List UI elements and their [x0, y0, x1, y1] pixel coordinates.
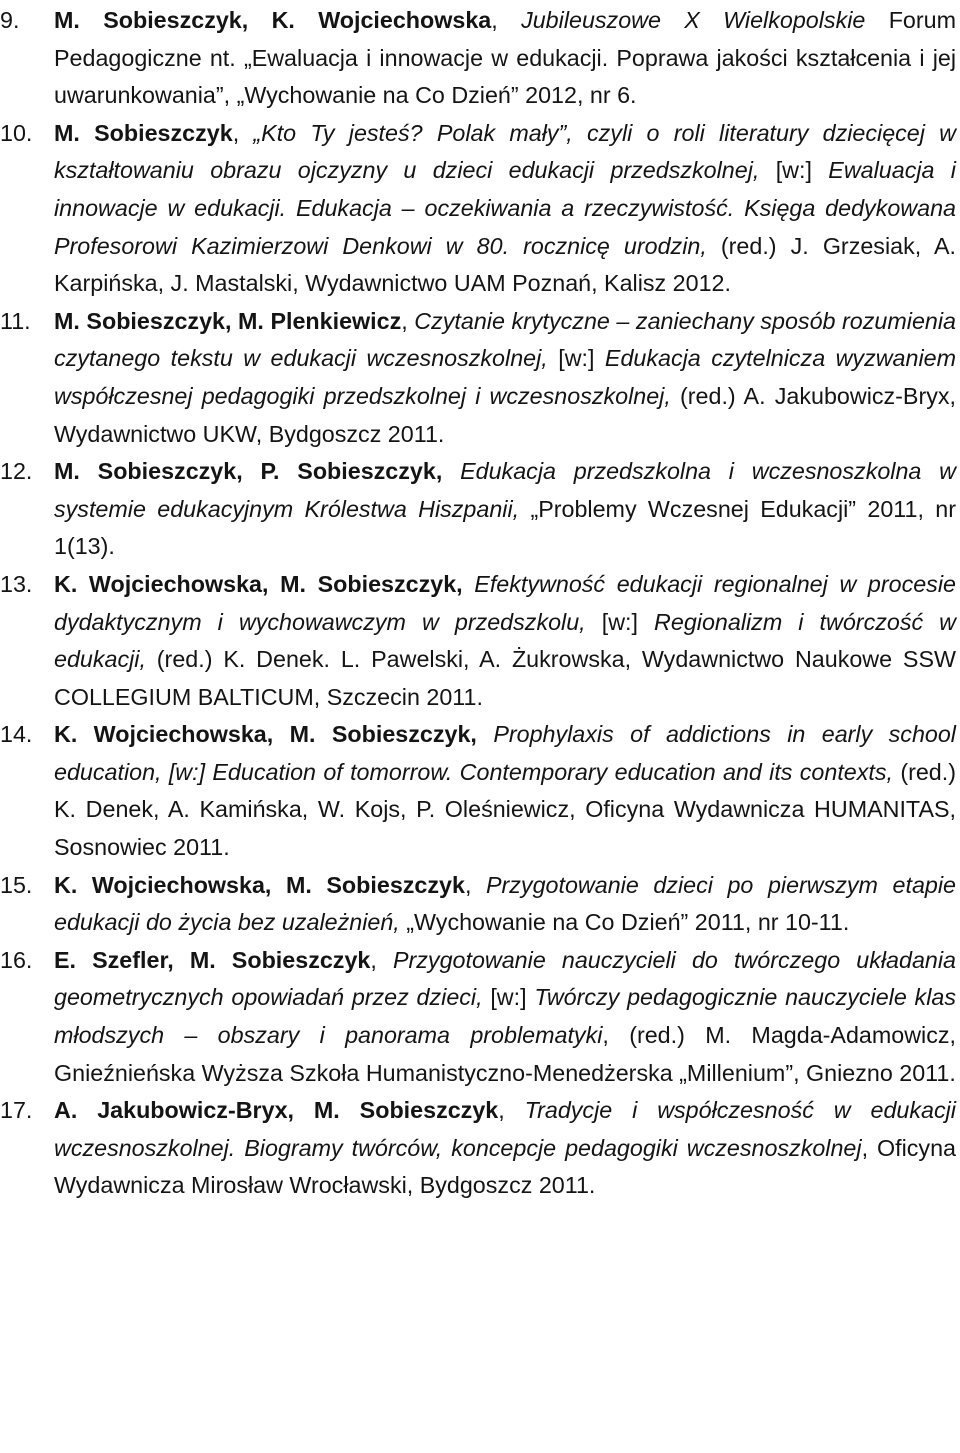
reference-number: 13.: [0, 570, 33, 597]
reference-number: 16.: [0, 946, 33, 973]
reference-title: Ewaluacja i innowacje w edukacji.: [54, 157, 956, 221]
reference-text: ,: [498, 1097, 525, 1124]
reference-title: Tradycje i współczesność w edukacji wczesnoszkolnej. Biogramy twórców, koncepcje pedagogiki wczesnoszkolnej: [54, 1097, 956, 1161]
reference-authors: K. Wojciechowska, M. Sobieszczyk,: [54, 721, 477, 748]
reference-text: „Problemy Wczesnej Edukacji” 2011, nr 1(13).: [54, 495, 956, 560]
reference-text: (red.) J. Grzesiak, A. Karpińska, J. Mastalski, Wydawnictwo UAM Poznań, Kalisz 2012.: [54, 232, 956, 297]
reference-text: [w:]: [759, 157, 829, 184]
reference-text: ,: [464, 871, 486, 898]
reference-title: Prophylaxis of addictions in early school education, [w:] Education of tomorrow. Contemporary education and its contexts,: [54, 721, 956, 785]
reference-title: Edukacja przedszkolna i wczesnoszkolna w systemie edukacyjnym Królestwa Hiszpanii,: [54, 458, 956, 522]
reference-entry: [0, 2, 956, 115]
reference-entry: [0, 716, 956, 866]
reference-entry: [0, 453, 956, 566]
reference-text: ,: [232, 119, 254, 146]
reference-text: [w:]: [585, 608, 655, 635]
reference-number: 9.: [0, 7, 20, 33]
reference-authors: M. Sobieszczyk, K. Wojciechowska: [54, 7, 492, 33]
reference-authors: E. Szefler, M. Sobieszczyk: [54, 946, 371, 973]
reference-text: , Oficyna Wydawnicza Mirosław Wrocławski, Bydgoszcz 2011.: [54, 1134, 956, 1199]
reference-authors: K. Wojciechowska, M. Sobieszczyk: [54, 871, 465, 898]
reference-text: Forum Pedagogiczne nt. „Ewaluacja i innowacje w edukacji. Poprawa jakości kształcenia i jej uwarunkowania”, „Wychowanie na Co Dzień” 2012, nr 6.: [54, 7, 956, 109]
reference-number: 10.: [0, 119, 33, 146]
reference-authors: M. Sobieszczyk: [54, 119, 233, 146]
reference-text: ,: [491, 7, 522, 33]
reference-entry: [0, 1092, 956, 1205]
reference-title: Przygotowanie nauczycieli do twórczego układania geometrycznych opowiadań przez dzieci,: [54, 946, 956, 1011]
reference-text: (red.) K. Denek. L. Pawelski, A. Żukrowska, Wydawnictwo Naukowe SSW COLLEGIUM BALTICUM, Szczecin 2011.: [54, 646, 956, 710]
reference-title: „Kto Ty jesteś? Polak mały”, czyli o roli literatury dziecięcej w kształtowaniu obrazu ojczyzny u dzieci edukacji przedszkolnej,: [54, 119, 957, 184]
reference-text: , (red.) M. Magda-Adamowicz, Gnieźnieńska Wyższa Szkoła Humanistyczno-Menedżerska „Millenium”, Gniezno 2011.: [54, 1022, 956, 1086]
reference-text: „Wychowanie na Co Dzień” 2011, nr 10-11.: [399, 909, 850, 936]
reference-title: Regionalizm i twórczość w edukacji,: [54, 608, 957, 673]
reference-text: ,: [370, 946, 393, 973]
reference-list: [0, 2, 956, 1205]
reference-text: [w:]: [547, 345, 605, 372]
reference-text: [477, 721, 493, 747]
reference-title: Efektywność edukacji regionalnej w procesie dydaktycznym i wychowawczym w przedszkolu,: [54, 570, 956, 635]
reference-number: 14.: [0, 721, 33, 748]
reference-text: ,: [401, 307, 415, 334]
reference-number: 11.: [0, 307, 31, 334]
reference-title: Edukacja czytelnicza wyzwaniem współczesnej pedagogiki przedszkolnej i wczesnoszkolnej,: [54, 345, 957, 409]
reference-authors: M. Sobieszczyk, P. Sobieszczyk,: [54, 458, 443, 485]
reference-text: (red.) K. Denek, A. Kamińska, W. Kojs, P. Oleśniewicz, Oficyna Wydawnicza HUMANITAS, Sosnowiec 2011.: [54, 758, 956, 861]
reference-entry: [0, 566, 956, 716]
reference-authors: A. Jakubowicz-Bryx, M. Sobieszczyk: [54, 1097, 499, 1124]
reference-title: Twórczy pedagogicznie nauczyciele klas młodszych – obszary i panorama problematyki: [54, 984, 956, 1049]
reference-authors: K. Wojciechowska, M. Sobieszczyk,: [54, 570, 463, 597]
reference-title: Edukacja – oczekiwania a rzeczywistość. Księga dedykowana Profesorowi Kazimierzowi Denkowi w 80. rocznicę urodzin,: [54, 194, 957, 259]
reference-title: Czytanie krytyczne – zaniechany sposób rozumienia czytanego tekstu w edukacji wczesnoszkolnej,: [54, 307, 956, 372]
reference-entry: [0, 942, 956, 1092]
reference-text: [442, 458, 460, 484]
reference-text: [463, 571, 475, 597]
reference-number: 12.: [0, 458, 33, 485]
reference-text: [w:]: [482, 984, 535, 1011]
reference-entry: [0, 867, 956, 942]
reference-authors: M. Sobieszczyk, M. Plenkiewicz: [54, 307, 402, 334]
reference-number: 15.: [0, 871, 33, 898]
reference-text: (red.) A. Jakubowicz-Bryx, Wydawnictwo UKW, Bydgoszcz 2011.: [54, 382, 956, 447]
reference-text: [286, 195, 296, 221]
reference-title: Przygotowanie dzieci po pierwszym etapie edukacji do życia bez uzależnień,: [54, 871, 956, 936]
reference-title: Jubileuszowe X Wielkopolskie: [521, 7, 866, 33]
reference-number: 17.: [0, 1097, 33, 1124]
reference-entry: [0, 115, 956, 303]
reference-entry: [0, 303, 956, 453]
